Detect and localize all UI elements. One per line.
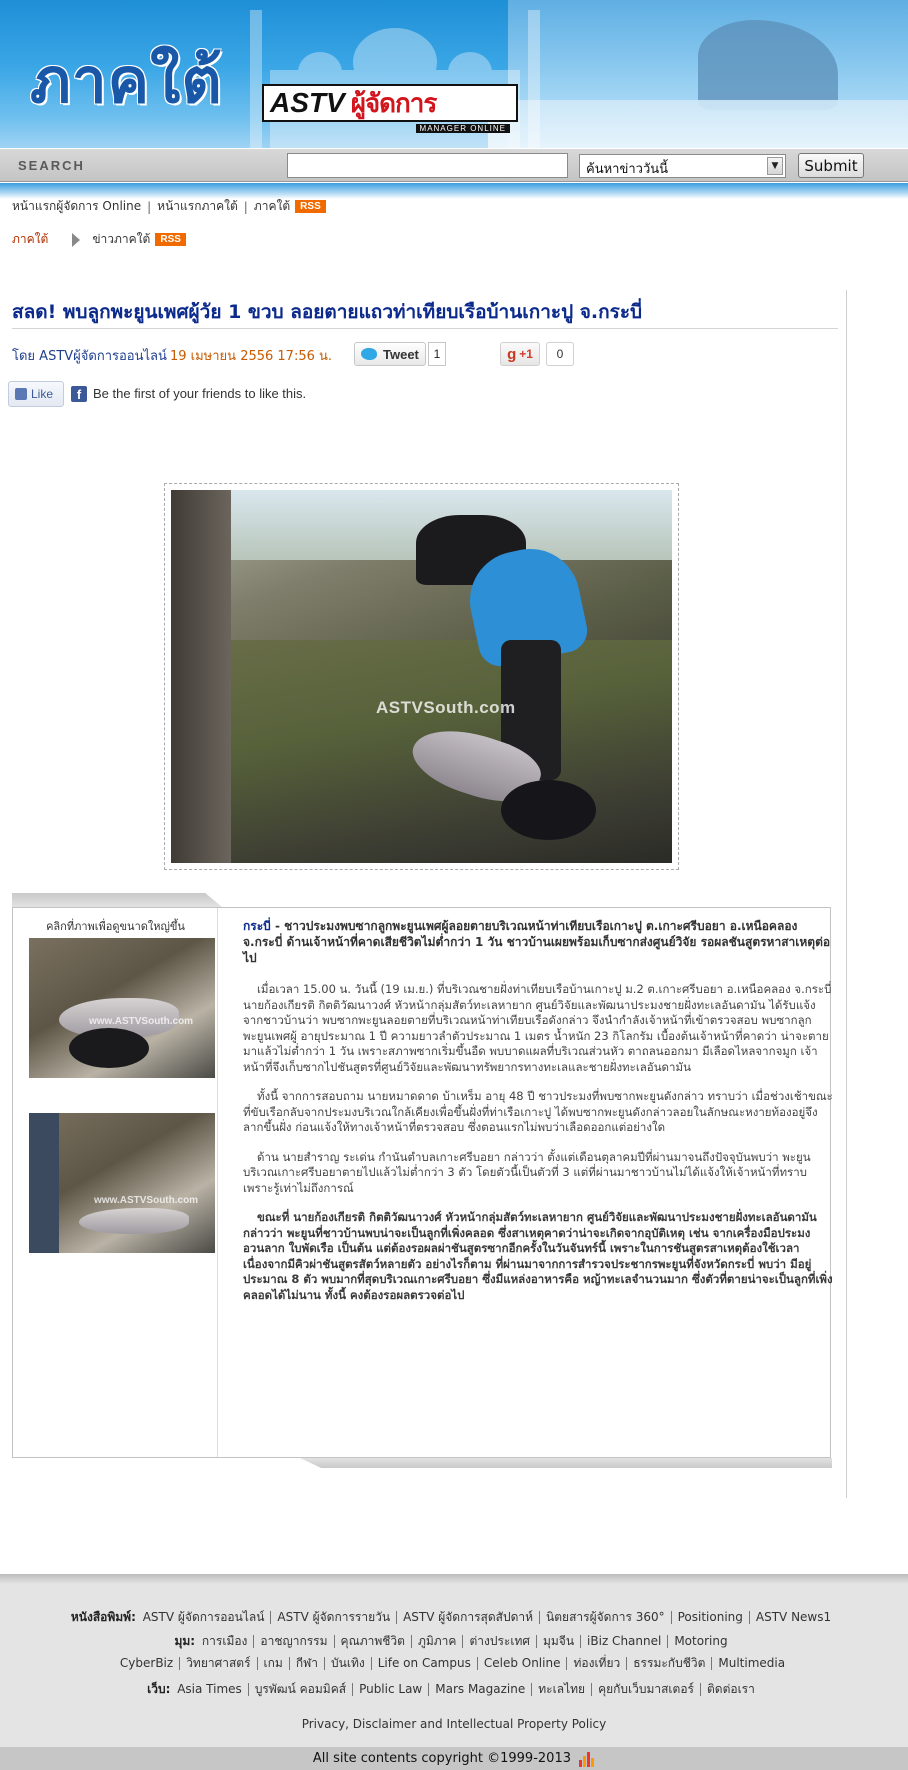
article-headline: สลด! พบลูกพะยูนเพศผู้วัย 1 ขวบ ลอยตายแถวท่าเทียบเรือบ้านเกาะปู จ.กระบี่: [12, 299, 838, 329]
nav-separator: |: [243, 199, 248, 214]
thumbs-up-icon: [15, 388, 27, 400]
copyright-bar: [0, 1747, 908, 1770]
facebook-social-text: Be the first of your friends to like this.: [93, 386, 307, 401]
facebook-like-button[interactable]: [8, 381, 64, 407]
nav-link-south-home[interactable]: หน้าแรกภาคใต้: [157, 199, 238, 213]
footer-link[interactable]: มุมจีน: [536, 1635, 580, 1648]
breadcrumb-arrow-icon: [72, 233, 80, 247]
tweet-count: 1: [428, 342, 446, 366]
article-body-box: [12, 907, 831, 1458]
search-label: SEARCH: [18, 158, 85, 173]
footer-link[interactable]: ต่างประเทศ: [462, 1635, 536, 1648]
footer-web-label: เว็บ:: [147, 1682, 171, 1696]
footer-link[interactable]: อาชญากรรม: [253, 1635, 333, 1648]
article-paragraph: ทั้งนี้ จากการสอบถาม นายหมาดดาด บ้าเหร็ม อายุ 48 ปี ชาวประมงที่พบซากพะยูนดังกล่าว ทราบว่า เมื่อช่วงเช้าขณะที่ขับเรือกลับจากประมงบริเวณใกล้เคียงเพื่อขึ้นฝั่งที่ท่าเรือเกาะปู ได้พบซากพะยูนดังกล่าวลอยในลักษณะหงายท้องอยู่จึงลากขึ้นฝั่ง ก่อนแจ้งให้ทางเจ้าหน้าที่ตรวจสอบ ซึ่งตอนแรกไม่พบว่าเลือดออกแต่อย่างใด: [243, 1089, 833, 1134]
footer-link[interactable]: ภูมิภาค: [411, 1635, 463, 1648]
footer-link[interactable]: CyberBiz: [119, 1656, 174, 1670]
article-box-tab-bottom: [300, 1458, 832, 1468]
thumb-dugong: [79, 1208, 189, 1234]
footer-view-label: มุม:: [174, 1634, 196, 1648]
footer-link[interactable]: Public Law: [352, 1683, 428, 1696]
footer-link[interactable]: วิทยาศาสตร์: [179, 1657, 256, 1670]
search-bar: [0, 148, 908, 182]
section-logo[interactable]: ภาคใต้: [30, 44, 223, 117]
article-date: 19 เมษายน 2556 17:56 น.: [170, 349, 333, 364]
logo-manager-text: ผู้จัดการ: [350, 88, 437, 119]
footer-policy-link[interactable]: Privacy, Disclaimer and Intellectual Property Policy: [301, 1717, 607, 1731]
article-paragraph-bold: ขณะที่ นายก้องเกียรติ กิตติวัฒนาวงศ์ หัวหน้ากลุ่มสัตว์ทะเลหายาก ศูนย์วิจัยและพัฒนาประมงชายฝั่งทะเลอันดามัน กล่าวว่า พะยูนที่ชาวบ้านพบน่าจะเป็นลูกที่เพิ่งคลอด ซึ่งสาเหตุคาดว่าน่าจะเกิดจากอุบัติเหตุ เช่น จากเครื่องมือประมง อวนลาก ใบพัดเรือ เป็นต้น แต่ต้องรอผลผ่าชันสูตรซากอีกครั้งในวันจันทร์นี้ เพราะในการชันสูตรสาเหตุต้องใช้เวลาเนื่องจากมีคิวผ่าชันสูตรสัตว์หลายตัว อย่างไรก็ตาม ที่ผ่านมาจากการสำรวจประชากรพะยูนที่จังหวัดกระบี่ พบว่า มีอยู่ประมาณ 8 ตัว พบมากที่สุดบริเวณเกาะศรีบอยา ซึ่งมีแหล่งอาหารคือ หญ้าทะเลจำนวนมาก ซึ่งตัวที่ตายน่าจะเป็นลูกที่เพิ่งคลอดได้ไม่นาน ทั้งนี้ คงต้องรอผลตรวจต่อไป: [243, 1210, 833, 1302]
footer-print-label: หนังสือพิมพ์:: [70, 1610, 136, 1624]
footer-link[interactable]: นิตยสารผู้จัดการ 360°: [539, 1611, 671, 1624]
lead-place: กระบี่: [243, 919, 271, 933]
footer-link[interactable]: กีฬา: [289, 1657, 324, 1670]
site-footer: [0, 1574, 908, 1770]
site-banner: [0, 0, 908, 148]
photo-person-left: [171, 490, 231, 863]
content-right-rule: [846, 290, 847, 1498]
footer-shadow: [0, 1574, 908, 1584]
breadcrumb-south[interactable]: ภาคใต้: [12, 232, 49, 246]
footer-link[interactable]: คุยกับเว็บมาสเตอร์: [591, 1683, 700, 1696]
search-submit-button[interactable]: Submit: [798, 153, 864, 178]
footer-link[interactable]: ASTV ผู้จัดการสุดสัปดาห์: [396, 1611, 539, 1624]
footer-link[interactable]: Asia Times: [177, 1682, 242, 1696]
banner-mosque-graphic: [230, 0, 560, 148]
footer-link[interactable]: Mars Magazine: [428, 1683, 531, 1696]
main-article-photo[interactable]: [171, 490, 672, 863]
thumb-watermark: www.ASTVSouth.com: [94, 1195, 199, 1206]
footer-link[interactable]: Celeb Online: [477, 1657, 567, 1670]
stats-bars-icon: [579, 1751, 595, 1767]
chevron-down-icon[interactable]: ▼: [767, 157, 783, 175]
footer-link[interactable]: Motoring: [667, 1635, 733, 1648]
gplus-label: +1: [519, 347, 533, 361]
footer-view-row: [0, 1632, 908, 1651]
gallery-thumb[interactable]: [29, 938, 215, 1078]
photo-tire: [501, 780, 596, 840]
footer-link[interactable]: การเมือง: [201, 1634, 248, 1648]
article-byline: โดย ASTVผู้จัดการออนไลน์: [12, 349, 167, 364]
footer-categories-row: [0, 1656, 908, 1670]
thumb-tire: [69, 1028, 149, 1068]
lead-text: - ชาวประมงพบซากลูกพะยูนเพศผู้ลอยตายบริเวณหน้าท่าเทียบเรือเกาะปู ต.เกาะศรีบอยา อ.เหนือคลอง จ.กระบี่ ด้านเจ้าหน้าที่คาดเสียชีวิตไม่ต่ำกว่า 1 วัน ชาวบ้านเผยพร้อมเก็บซากส่งศูนย์วิจัย รอผลชันสูตรหาสาเหตุต่อไป: [243, 919, 831, 965]
footer-link[interactable]: Positioning: [671, 1611, 749, 1624]
rss-badge[interactable]: RSS: [155, 233, 186, 246]
breadcrumb: [12, 230, 186, 249]
footer-link[interactable]: บูรพัฒน์ คอมมิคส์: [248, 1683, 352, 1696]
nav-separator: |: [147, 199, 152, 214]
tweet-label: Tweet: [383, 346, 419, 362]
footer-link[interactable]: ASTV News1: [749, 1611, 837, 1624]
footer-link[interactable]: ASTV ผู้จัดการออนไลน์: [142, 1610, 265, 1624]
article-paragraph: ด้าน นายสำราญ ระเด่น กำนันตำบลเกาะศรีบอยา กล่าวว่า ตั้งแต่เดือนตุลาคมปีที่ผ่านมาจนถึงปัจจุบันพบว่า พะยูนบริเวณเกาะศรีบอยาตายไปแล้วไม่ต่ำกว่า 3 ตัว โดยตัวนี้เป็นตัวที่ 3 แต่ที่ผ่านมาชาวบ้านไม่ได้แจ้งให้เจ้าหน้าที่ทราบ เพราะรู้เท่าไม่ถึงการณ์: [243, 1149, 811, 1195]
article-box-tab-top: [12, 893, 222, 907]
copyright-text: All site contents copyright ©1999-2013: [312, 1751, 571, 1766]
gallery-caption: คลิกที่ภาพเพื่อดูขนาดใหญ่ขึ้น: [46, 920, 185, 933]
footer-link[interactable]: บันเทิง: [324, 1657, 371, 1670]
tweet-button[interactable]: [354, 342, 426, 366]
footer-link[interactable]: เกม: [257, 1657, 289, 1670]
article-paragraph: เมื่อเวลา 15.00 น. วันนี้ (19 เม.ย.) ที่บริเวณชายฝั่งท่าเทียบเรือบ้านเกาะปู ม.2 ต.เกาะศรีบอยา อ.เหนือคลอง จ.กระบี่ นายก้องเกียรติ กิตติวัฒนาวงศ์ หัวหน้ากลุ่มสัตว์ทะเลหายาก ศูนย์วิจัยและพัฒนาประมงชายฝั่งทะเลอันดามัน ได้รับแจ้งจากชาวบ้านว่า พบซากพะยูนลอยตายที่บริเวณหน้าท่าเทียบเรือดังกล่าว จึงนำกำลังเจ้าหน้าที่เข้าตรวจสอบ พบซากลูกพะยูนเพศผู้ อายุประมาณ 1 ปี ความยาวลำตัวประมาณ 1 เมตร น้ำหนัก 23 กิโลกรัม เบื้องต้นเจ้าหน้าที่คาดว่า น่าจะตายมาแล้วไม่ต่ำกว่า 1 วัน เพราะสภาพซากเริ่มขึ้นอืด พบบาดแผลที่บริเวณส่วนหัว ตาถลนออกมา มีเลือดไหลจากจมูก เจ้าหน้าที่จึงเก็บซากไปชันสูตรที่ศูนย์วิจัยและพัฒนาทรัพยากรทางทะเลและชายฝั่งทะเลอันดามัน: [243, 982, 832, 1074]
footer-link[interactable]: ติดต่อเรา: [700, 1683, 761, 1696]
astv-manager-logo[interactable]: [262, 84, 518, 133]
thumb-person: [29, 1113, 59, 1253]
footer-print-row: [0, 1608, 908, 1627]
thumb-watermark: www.ASTVSouth.com: [89, 1016, 194, 1027]
footer-link[interactable]: iBiz Channel: [580, 1635, 667, 1648]
search-scope-select[interactable]: [579, 154, 786, 178]
google-plus-icon: g: [507, 345, 517, 363]
rss-badge[interactable]: RSS: [295, 200, 326, 213]
photo-watermark: ASTVSouth.com: [376, 698, 516, 717]
search-scope-value: ค้นหาข่าววันนี้: [586, 162, 669, 177]
nav-link-south[interactable]: ภาคใต้: [253, 199, 291, 213]
main-photo-frame: [164, 483, 679, 870]
google-plus-button[interactable]: [500, 342, 540, 366]
breadcrumb-south-news[interactable]: ข่าวภาคใต้: [92, 232, 151, 246]
footer-web-row: [0, 1680, 908, 1699]
footer-link[interactable]: ASTV ผู้จัดการรายวัน: [270, 1611, 396, 1624]
article-side-gallery: [13, 908, 218, 1457]
top-nav-links: [12, 197, 326, 216]
gallery-thumb[interactable]: [29, 1113, 215, 1253]
footer-link[interactable]: คุณภาพชีวิต: [334, 1635, 411, 1648]
footer-link[interactable]: ธรรมะกับชีวิต: [626, 1657, 711, 1670]
article-text: [243, 918, 833, 1317]
facebook-icon: f: [71, 386, 87, 402]
logo-astv-text: ASTV: [270, 87, 345, 118]
like-label: Like: [31, 387, 54, 401]
nav-link-manager-home[interactable]: หน้าแรกผู้จัดการ Online: [12, 199, 142, 213]
footer-link[interactable]: ทะเลไทย: [531, 1683, 591, 1696]
gplus-count: 0: [546, 342, 574, 366]
footer-link[interactable]: ท่องเที่ยว: [566, 1657, 626, 1670]
article-lead: [243, 918, 833, 966]
footer-link[interactable]: Life on Campus: [371, 1657, 477, 1670]
search-input[interactable]: [287, 153, 568, 178]
footer-link[interactable]: Multimedia: [711, 1657, 791, 1670]
twitter-bird-icon: [361, 348, 377, 360]
logo-manager-sub: MANAGER ONLINE: [416, 124, 510, 133]
